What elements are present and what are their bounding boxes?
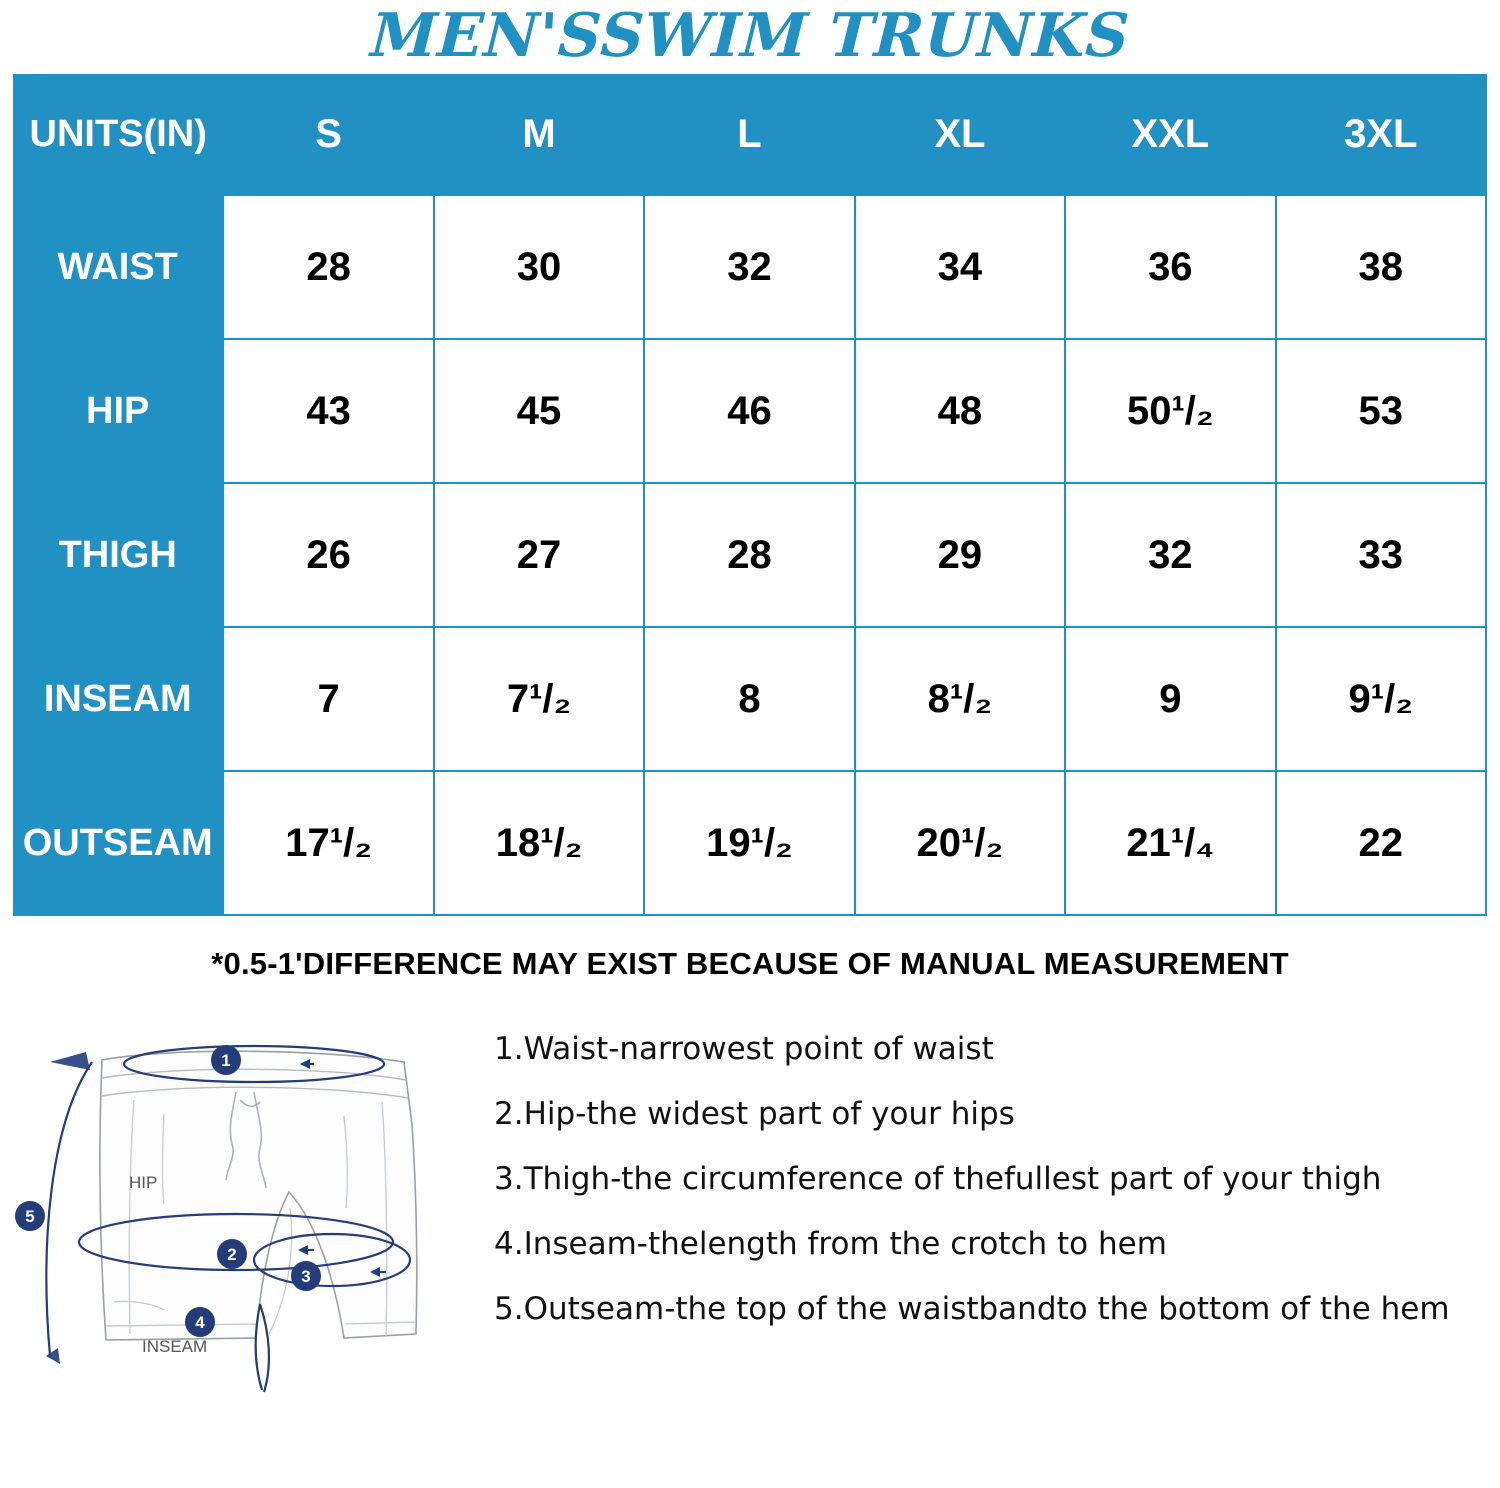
legend-item-thigh: 3.Thigh-the circumference of thefullest part of your thigh <box>494 1161 1382 1197</box>
size-chart-table-container <box>13 74 1487 916</box>
measurement-disclaimer: *0.5-1'DIFFERENCE MAY EXIST BECAUSE OF MANUAL MEASUREMENT <box>211 946 1289 981</box>
cell-waist-xxl: 36 <box>1065 195 1275 339</box>
column-header-units: UNITS(IN) <box>13 74 223 195</box>
cell-hip-l: 46 <box>644 339 854 483</box>
cell-hip-m: 45 <box>434 339 644 483</box>
cell-outseam-xl: 20¹/₂ <box>855 771 1065 915</box>
column-header-m: M <box>434 74 644 195</box>
column-header-xl: XL <box>855 74 1065 195</box>
row-label-outseam: OUTSEAM <box>13 771 223 915</box>
shorts-diagram <box>14 1004 484 1404</box>
diagram-label-inseam: INSEAM <box>142 1337 208 1356</box>
cell-hip-s: 43 <box>223 339 433 483</box>
cell-waist-l: 32 <box>644 195 854 339</box>
cell-waist-3xl: 38 <box>1276 195 1486 339</box>
cell-inseam-3xl: 9¹/₂ <box>1276 627 1486 771</box>
cell-inseam-m: 7¹/₂ <box>434 627 644 771</box>
legend-item-hip: 2.Hip-the widest part of your hips <box>494 1096 1015 1132</box>
cell-thigh-l: 28 <box>644 483 854 627</box>
measurement-guide-section <box>0 1004 1500 1404</box>
row-label-thigh: THIGH <box>13 483 223 627</box>
page-title: MEN'SSWIM TRUNKS <box>368 1 1132 71</box>
cell-waist-m: 30 <box>434 195 644 339</box>
row-label-waist: WAIST <box>13 195 223 339</box>
callout-1-label: 1 <box>221 1051 231 1070</box>
cell-hip-xl: 48 <box>855 339 1065 483</box>
legend-item-inseam: 4.Inseam-thelength from the crotch to hem <box>494 1226 1167 1262</box>
cell-hip-xxl: 50¹/₂ <box>1065 339 1275 483</box>
cell-thigh-xxl: 32 <box>1065 483 1275 627</box>
diagram-label-hip: HIP <box>129 1173 158 1192</box>
column-header-l: L <box>644 74 854 195</box>
column-header-3xl: 3XL <box>1276 74 1486 195</box>
legend-item-outseam: 5.Outseam-the top of the waistbandto the bottom of the hem <box>494 1291 1450 1327</box>
cell-inseam-l: 8 <box>644 627 854 771</box>
table-row <box>13 771 1486 915</box>
column-header-s: S <box>223 74 433 195</box>
measurement-legend-list <box>484 1004 1486 1404</box>
cell-hip-3xl: 53 <box>1276 339 1486 483</box>
cell-waist-s: 28 <box>223 195 433 339</box>
row-label-hip: HIP <box>13 339 223 483</box>
cell-inseam-xxl: 9 <box>1065 627 1275 771</box>
cell-thigh-3xl: 33 <box>1276 483 1486 627</box>
table-row <box>13 195 1486 339</box>
table-row <box>13 627 1486 771</box>
size-chart-table <box>13 74 1487 916</box>
cell-outseam-l: 19¹/₂ <box>644 771 854 915</box>
legend-item-waist: 1.Waist-narrowest point of waist <box>494 1031 994 1067</box>
table-header-row <box>13 74 1486 195</box>
callout-4-label: 4 <box>195 1313 205 1332</box>
shorts-illustration-svg <box>14 1004 484 1404</box>
cell-thigh-xl: 29 <box>855 483 1065 627</box>
cell-outseam-3xl: 22 <box>1276 771 1486 915</box>
cell-waist-xl: 34 <box>855 195 1065 339</box>
cell-outseam-xxl: 21¹/₄ <box>1065 771 1275 915</box>
cell-thigh-m: 27 <box>434 483 644 627</box>
cell-outseam-s: 17¹/₂ <box>223 771 433 915</box>
cell-inseam-s: 7 <box>223 627 433 771</box>
cell-outseam-m: 18¹/₂ <box>434 771 644 915</box>
table-row <box>13 339 1486 483</box>
column-header-xxl: XXL <box>1065 74 1275 195</box>
cell-thigh-s: 26 <box>223 483 433 627</box>
callout-2-label: 2 <box>227 1245 237 1264</box>
table-row <box>13 483 1486 627</box>
row-label-inseam: INSEAM <box>13 627 223 771</box>
callout-5-label: 5 <box>25 1207 35 1226</box>
cell-inseam-xl: 8¹/₂ <box>855 627 1065 771</box>
callout-3-label: 3 <box>301 1267 311 1286</box>
